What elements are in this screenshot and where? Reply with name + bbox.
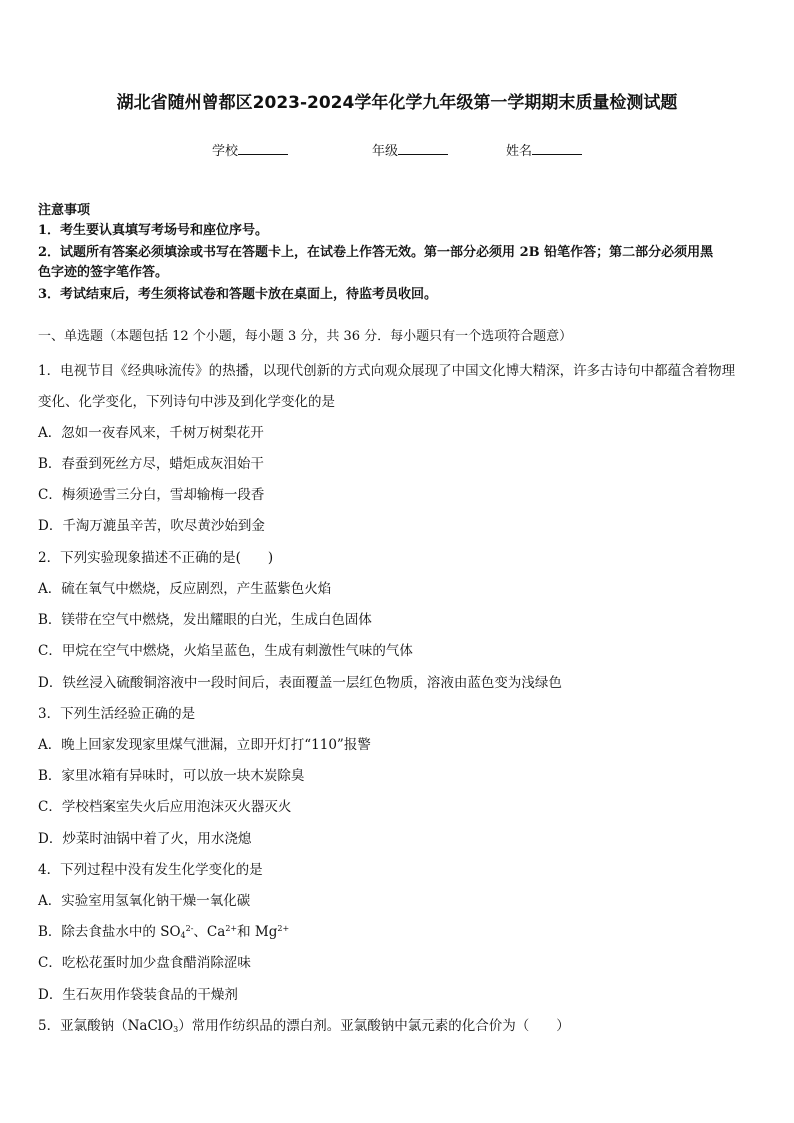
option-d: D．生石灰用作袋装食品的干燥剂	[38, 987, 238, 1003]
option-c: C．甲烷在空气中燃烧，火焰呈蓝色，生成有刺激性气味的气体	[38, 643, 413, 659]
question-stem: 2．下列实验现象描述不正确的是( )	[38, 550, 274, 566]
grade-field[interactable]	[372, 140, 448, 159]
option-b-text: 、Ca	[193, 924, 226, 940]
option-d: D．铁丝浸入硫酸铜溶液中一段时间后，表面覆盖一层红色物质，溶液由蓝色变为浅绿色	[38, 675, 562, 691]
question-stem: 3．下列生活经验正确的是	[38, 706, 196, 722]
option-c: C．吃松花蛋时加少盘食醋消除涩味	[38, 955, 251, 971]
superscript: 2+	[225, 924, 238, 933]
name-blank[interactable]	[532, 142, 582, 155]
school-label: 学校	[212, 144, 239, 159]
option-d: D．千淘万漉虽辛苦，吹尽黄沙始到金	[38, 518, 265, 534]
page-title: 湖北省随州曾都区2023-2024学年化学九年级第一学期期末质量检测试题	[116, 93, 678, 113]
option-b: B．家里冰箱有异味时，可以放一块木炭除臭	[38, 768, 305, 784]
note-item: 1．考生要认真填写考场号和座位序号。	[38, 223, 269, 238]
question-stem-text: 5．亚氯酸钠（NaClO	[38, 1018, 174, 1034]
note-item: 色字迹的签字笔作答。	[38, 265, 169, 280]
note-item: 2．试题所有答案必须填涂或书写在答题卡上，在试卷上作答无效。第一部分必须用 2B 铅笔作答；第二部分必须用黑	[38, 245, 714, 260]
option-b: B．镁带在空气中燃烧，发出耀眼的白光，生成白色固体	[38, 612, 372, 628]
question-stem-text: ）常用作纺织品的漂白剂。亚氯酸钠中氯元素的化合价为（ ）	[178, 1018, 570, 1034]
option-c: C．梅须逊雪三分白，雪却输梅一段香	[38, 487, 265, 503]
question-stem: 4．下列过程中没有发生化学变化的是	[38, 862, 263, 878]
section-heading: 一、单选题（本题包括 12 个小题，每小题 3 分，共 36 分．每小题只有一个选项符合题意）	[38, 329, 573, 344]
option-b-text: 和 Mg	[237, 924, 278, 940]
question-stem: 1．电视节目《经典咏流传》的热播，以现代创新的方式向观众展现了中国文化博大精深，许多古诗句中都蕴含着物理	[38, 363, 736, 379]
name-field[interactable]	[506, 140, 582, 159]
option-a: A．硫在氧气中燃烧，反应剧烈，产生蓝紫色火焰	[38, 581, 332, 597]
option-b-text: B．除去食盐水中的 SO	[38, 924, 181, 940]
notes-title: 注意事项	[38, 203, 91, 218]
superscript: 2+	[277, 924, 290, 933]
question-stem: 变化、化学变化，下列诗句中涉及到化学变化的是	[38, 394, 335, 410]
option-b	[38, 922, 760, 942]
grade-label: 年级	[372, 144, 399, 159]
grade-blank[interactable]	[398, 142, 448, 155]
option-a: A．实验室用氢氧化钠干燥一氧化碳	[38, 893, 251, 909]
option-b: B．春蚕到死丝方尽，蜡炬成灰泪始干	[38, 456, 264, 472]
note-item: 3．考试结束后，考生须将试卷和答题卡放在桌面上，待监考员收回。	[38, 287, 438, 302]
subscript: 3	[173, 1025, 179, 1034]
school-blank[interactable]	[238, 142, 288, 155]
subscript: 4	[180, 931, 186, 940]
school-field[interactable]	[212, 140, 288, 159]
option-a: A．晚上回家发现家里煤气泄漏，立即开灯打“110”报警	[38, 737, 371, 753]
option-c: C．学校档案室失火后应用泡沫灭火器灭火	[38, 799, 292, 815]
option-d: D．炒菜时油锅中着了火，用水浇熄	[38, 831, 252, 847]
option-a: A．忽如一夜春风来，千树万树梨花开	[38, 425, 264, 441]
name-label: 姓名	[506, 144, 533, 159]
question-stem	[38, 1016, 760, 1036]
superscript: 2-	[185, 924, 194, 933]
